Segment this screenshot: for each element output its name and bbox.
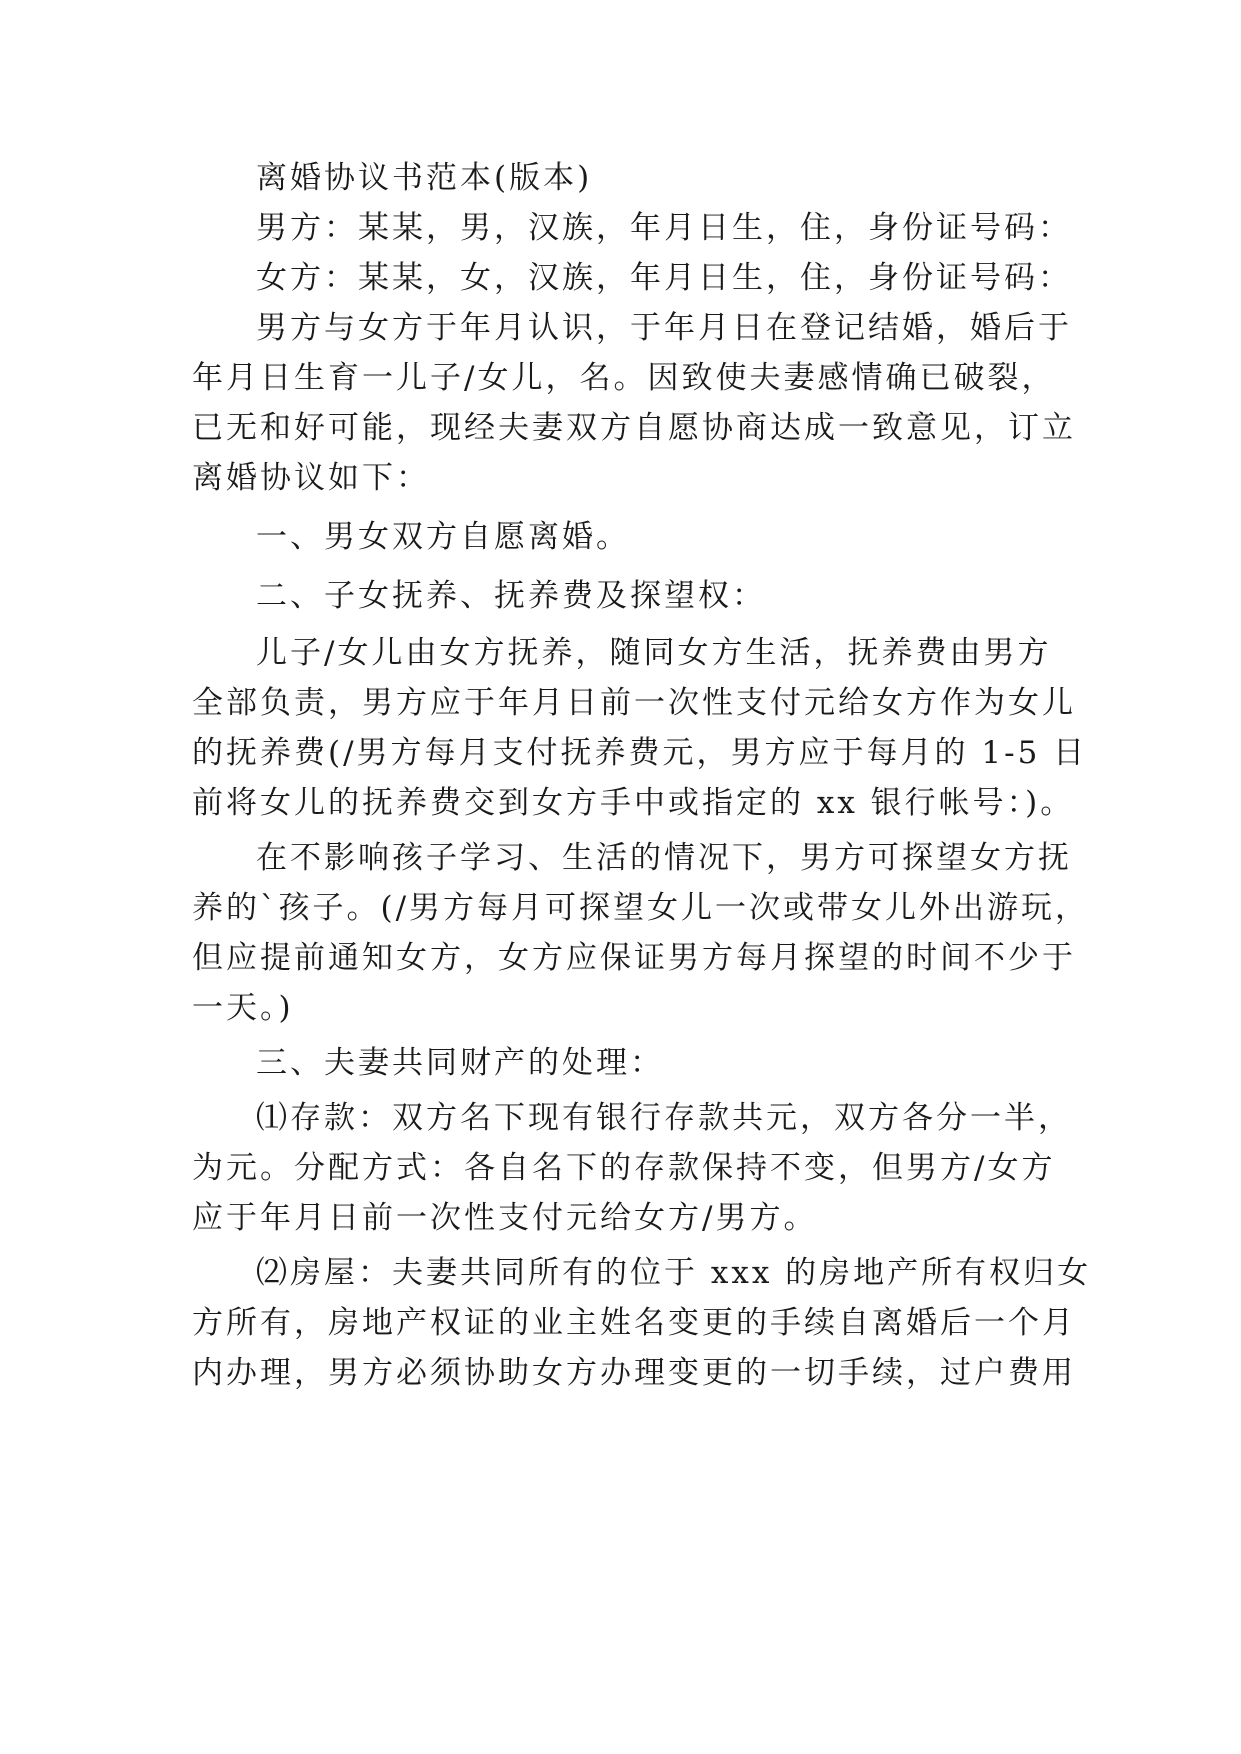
paragraph-line: ⑵房屋：夫妻共同所有的位于 xxx 的房地产所有权归女 bbox=[256, 1255, 1092, 1291]
paragraph-line: 儿子/女儿由女方抚养，随同女方生活，抚养费由男方 bbox=[256, 635, 1052, 671]
paragraph-line: 离婚协议如下： bbox=[192, 460, 430, 496]
paragraph-line: 全部负责，男方应于年月日前一次性支付元给女方作为女儿 bbox=[192, 685, 1076, 721]
paragraph-line: 前将女儿的抚养费交到女方手中或指定的 xx 银行帐号：)。 bbox=[192, 785, 1075, 821]
paragraph-line: ⑴存款：双方名下现有银行存款共元，双方各分一半， bbox=[256, 1100, 1072, 1136]
paragraph-line: 内办理，男方必须协助女方办理变更的一切手续，过户费用 bbox=[192, 1355, 1076, 1391]
paragraph-line: 一天。) bbox=[192, 990, 294, 1026]
paragraph-line: 已无和好可能，现经夫妻双方自愿协商达成一致意见，订立 bbox=[192, 410, 1076, 446]
section-heading: 二、子女抚养、抚养费及探望权： bbox=[256, 578, 766, 614]
paragraph-line: 养的`孩子。(/男方每月可探望女儿一次或带女儿外出游玩， bbox=[192, 890, 1090, 926]
paragraph-line: 在不影响孩子学习、生活的情况下，男方可探望女方抚 bbox=[256, 840, 1072, 876]
paragraph-line: 为元。分配方式：各自名下的存款保持不变，但男方/女方 bbox=[192, 1150, 1056, 1186]
section-heading: 三、夫妻共同财产的处理： bbox=[256, 1045, 664, 1081]
paragraph-line: 应于年月日前一次性支付元给女方/男方。 bbox=[192, 1200, 818, 1236]
paragraph-line: 男方与女方于年月认识，于年月日在登记结婚，婚后于 bbox=[256, 310, 1072, 346]
section-heading: 一、男女双方自愿离婚。 bbox=[256, 519, 630, 555]
paragraph-line: 男方：某某，男，汉族，年月日生，住，身份证号码： bbox=[256, 210, 1072, 246]
paragraph-line: 女方：某某，女，汉族，年月日生，住，身份证号码： bbox=[256, 260, 1072, 296]
paragraph-line: 但应提前通知女方，女方应保证男方每月探望的时间不少于 bbox=[192, 940, 1076, 976]
paragraph-line: 年月日生育一儿子/女儿，名。因致使夫妻感情确已破裂， bbox=[192, 360, 1056, 396]
paragraph-line: 的抚养费(/男方每月支付抚养费元，男方应于每月的 1-5 日 bbox=[192, 735, 1088, 771]
document-title: 离婚协议书范本(版本) bbox=[256, 160, 593, 196]
paragraph-line: 方所有，房地产权证的业主姓名变更的手续自离婚后一个月 bbox=[192, 1305, 1076, 1341]
